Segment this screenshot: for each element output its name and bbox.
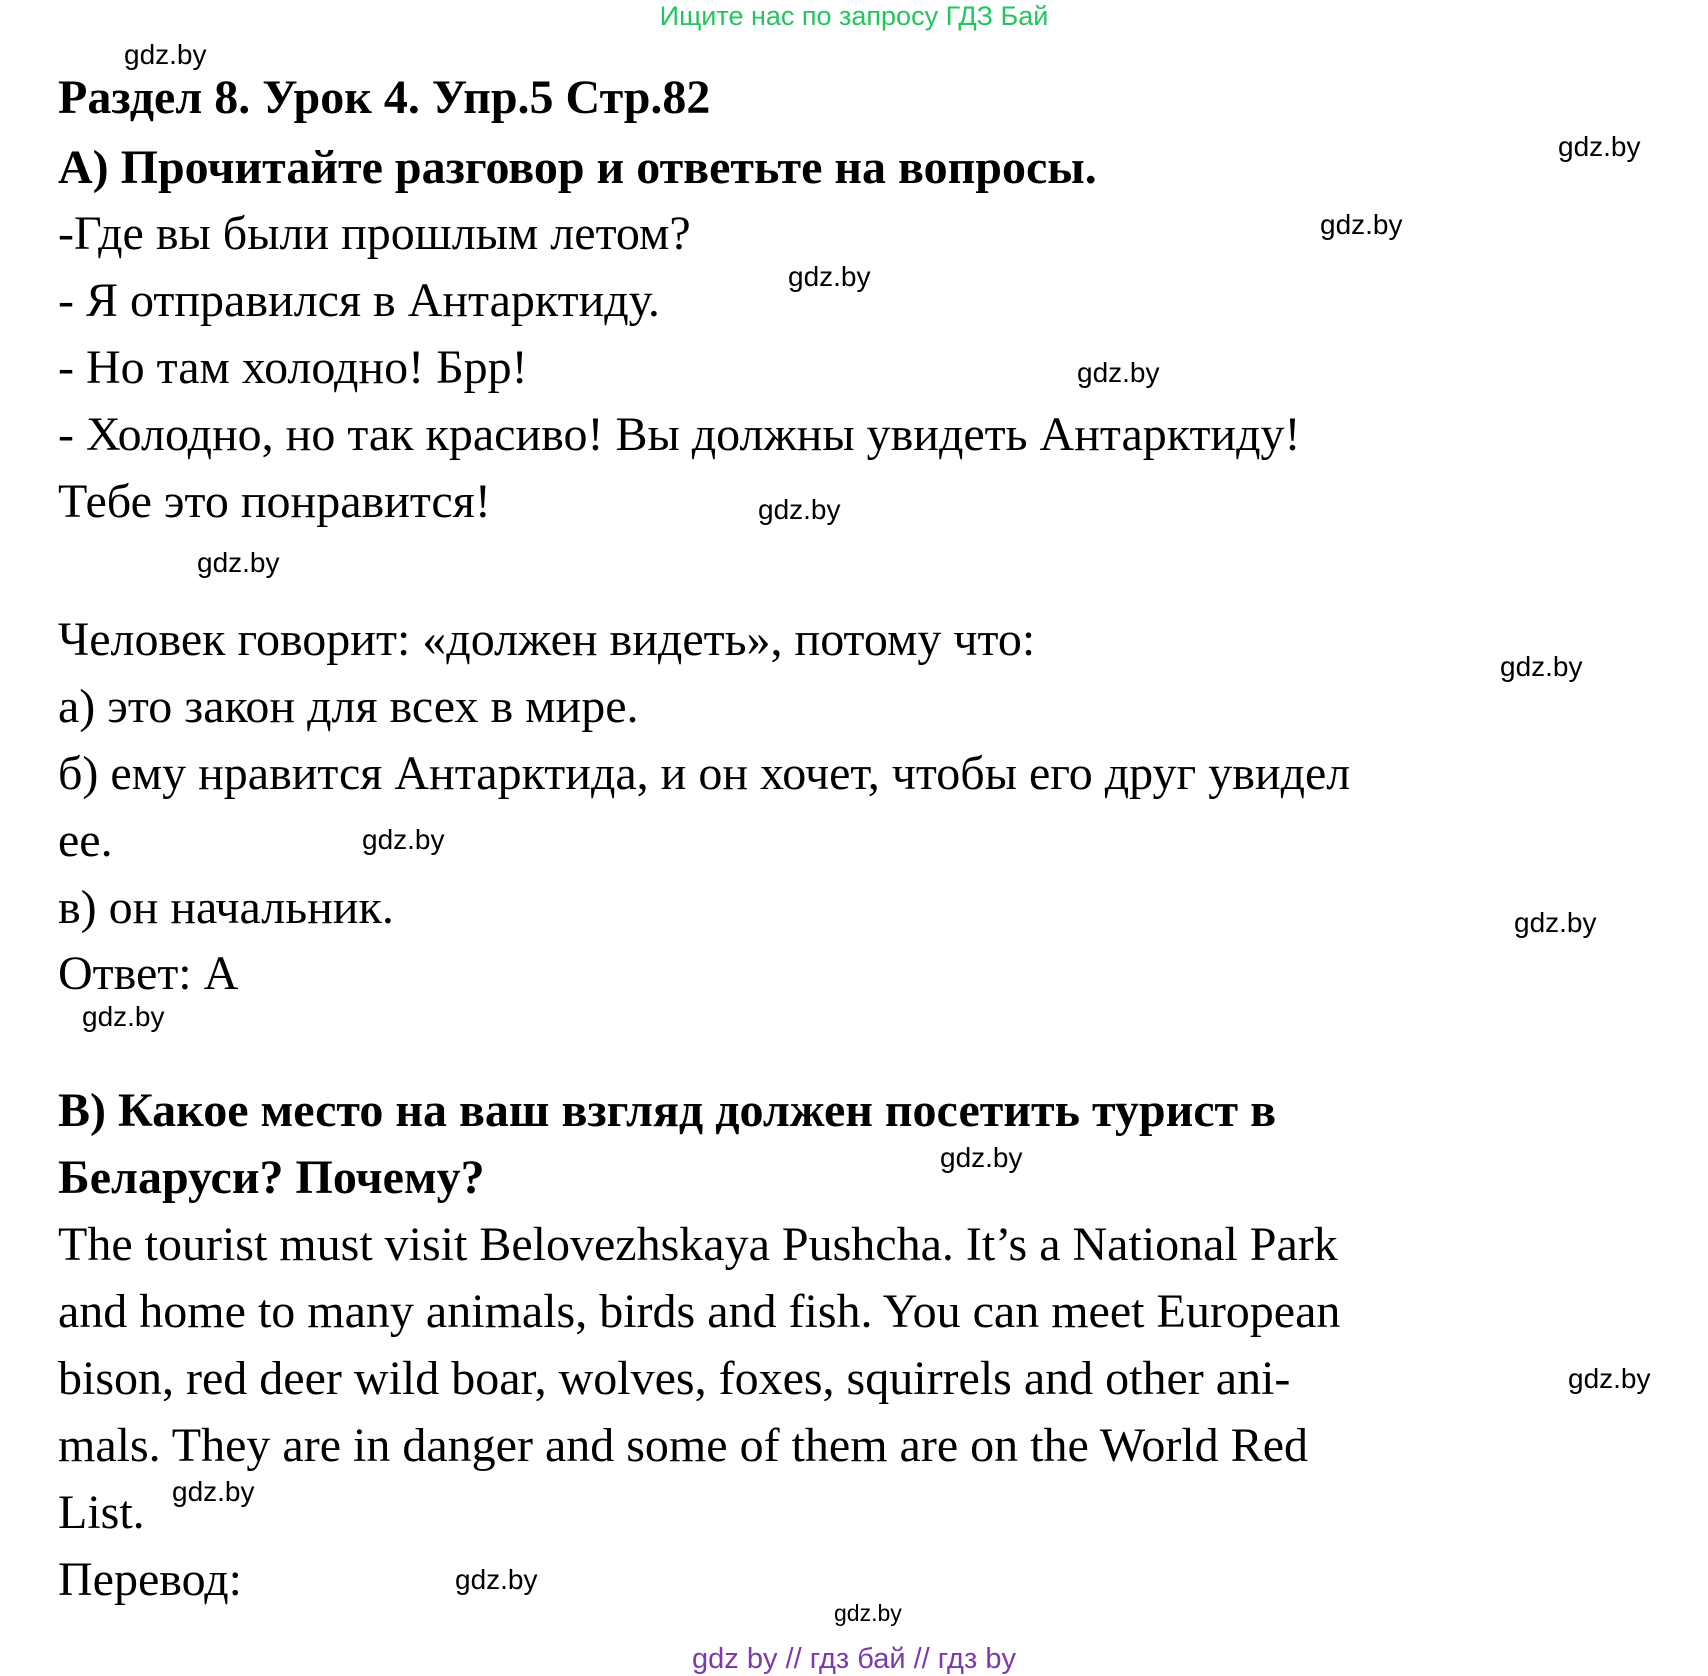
section-b-title: В) Какое место на ваш взгляд должен посетить турист в: [58, 1084, 1277, 1137]
watermark: gdz.by: [362, 824, 445, 855]
page-heading: Раздел 8. Урок 4. Упр.5 Стр.82: [58, 71, 711, 124]
dialogue-line: Тебе это понравится!: [58, 475, 491, 528]
watermark: gdz.by: [1500, 651, 1583, 682]
question-text: Человек говорит: «должен видеть», потому что:: [58, 613, 1036, 666]
watermark: gdz.by: [172, 1476, 255, 1507]
answer-paragraph-line: List.: [58, 1486, 145, 1539]
answer-paragraph-line: mals. They are in danger and some of them are on the World Red: [58, 1419, 1308, 1472]
watermark: gdz.by: [834, 1600, 902, 1626]
translation-label: Перевод:: [58, 1553, 242, 1606]
watermark: gdz.by: [455, 1564, 538, 1595]
answer-paragraph-line: bison, red deer wild boar, wolves, foxes, squirrels and other ani-: [58, 1352, 1291, 1405]
section-a-title: А) Прочитайте разговор и ответьте на вопросы.: [58, 141, 1097, 194]
watermark: gdz.by: [1568, 1363, 1651, 1394]
dialogue-line: - Холодно, но так красиво! Вы должны увидеть Антарктиду!: [58, 408, 1301, 461]
option-b-continued: ее.: [58, 814, 113, 867]
watermark: gdz.by: [124, 39, 207, 70]
answer-paragraph-line: The tourist must visit Belovezhskaya Pushcha. It’s a National Park: [58, 1218, 1338, 1271]
watermark: gdz.by: [788, 261, 871, 292]
option-c: в) он начальник.: [58, 881, 394, 934]
watermark: gdz.by: [940, 1142, 1023, 1173]
option-b: б) ему нравится Антарктида, и он хочет, чтобы его друг увидел: [58, 747, 1351, 800]
section-b-title: Беларуси? Почему?: [58, 1151, 485, 1204]
watermark: gdz.by: [1077, 357, 1160, 388]
footer-links: gdz by // гдз бай // гдз by: [692, 1643, 1016, 1675]
watermark: gdz.by: [1320, 209, 1403, 240]
watermark: gdz.by: [1514, 907, 1597, 938]
watermark: gdz.by: [1558, 131, 1641, 162]
dialogue-line: - Но там холодно! Брр!: [58, 341, 528, 394]
answer-paragraph-line: and home to many animals, birds and fish. You can meet European: [58, 1285, 1341, 1338]
top-banner: Ищите нас по запросу ГДЗ Бай: [659, 1, 1049, 31]
watermark: gdz.by: [197, 547, 280, 578]
option-a: а) это закон для всех в мире.: [58, 680, 639, 733]
answer-text: Ответ: А: [58, 947, 239, 1000]
watermark: gdz.by: [758, 494, 841, 525]
dialogue-line: -Где вы были прошлым летом?: [58, 207, 691, 260]
watermark: gdz.by: [82, 1001, 165, 1032]
dialogue-line: - Я отправился в Антарктиду.: [58, 274, 660, 327]
